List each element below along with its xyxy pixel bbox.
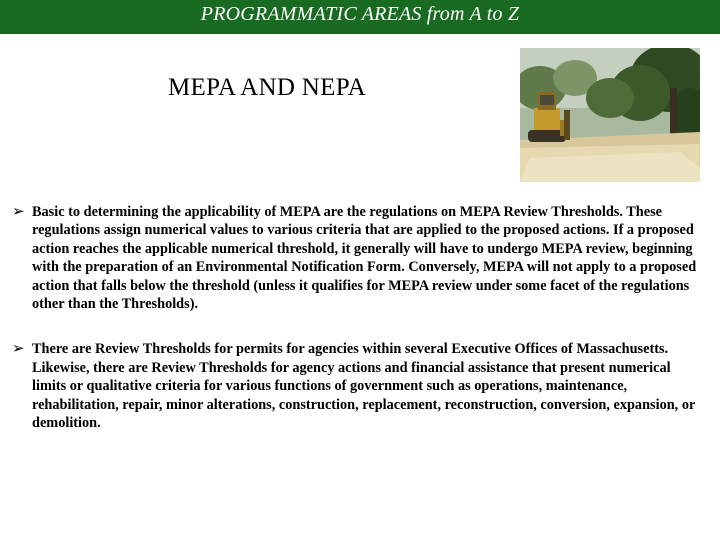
bullet-list [12, 203, 702, 432]
bulldozer-photo [520, 48, 700, 182]
header-bar [0, 0, 720, 34]
arrow-bullet-icon: ➢ [12, 204, 25, 220]
bullet-text: There are Review Thresholds for permits for agencies within several Executive Offices of Massachusetts. Likewise, there are Review Thresholds for agency actions and financial assistance that present numerical limits or qualitative criteria for various functions of government such as operations, maintenance, rehabilitation, repair, minor alterations, construction, replacement, reconstruction, conversion, expansion, or demolition. [32, 341, 696, 432]
bullet-text: Basic to determining the applicability of MEPA are the regulations on MEPA Review Thresholds. These regulations assign numerical values to various criteria that are applied to the proposed actions. If a proposed action reaches the applicable numerical threshold, it generally will have to undergo MEPA review, beginning with the preparation of an Environmental Notification Form. Conversely, MEPA will not apply to a proposed action that falls below the threshold (unless it qualifies for MEPA review under some facet of the regulations other than the Thresholds). [32, 204, 697, 313]
slide-subtitle: MEPA AND NEPA [168, 74, 366, 101]
slide-title: PROGRAMMATIC AREAS from A to Z [200, 2, 520, 25]
arrow-bullet-icon: ➢ [12, 341, 25, 358]
bullet-item-2 [12, 340, 702, 432]
bullet-item-1 [12, 203, 702, 313]
